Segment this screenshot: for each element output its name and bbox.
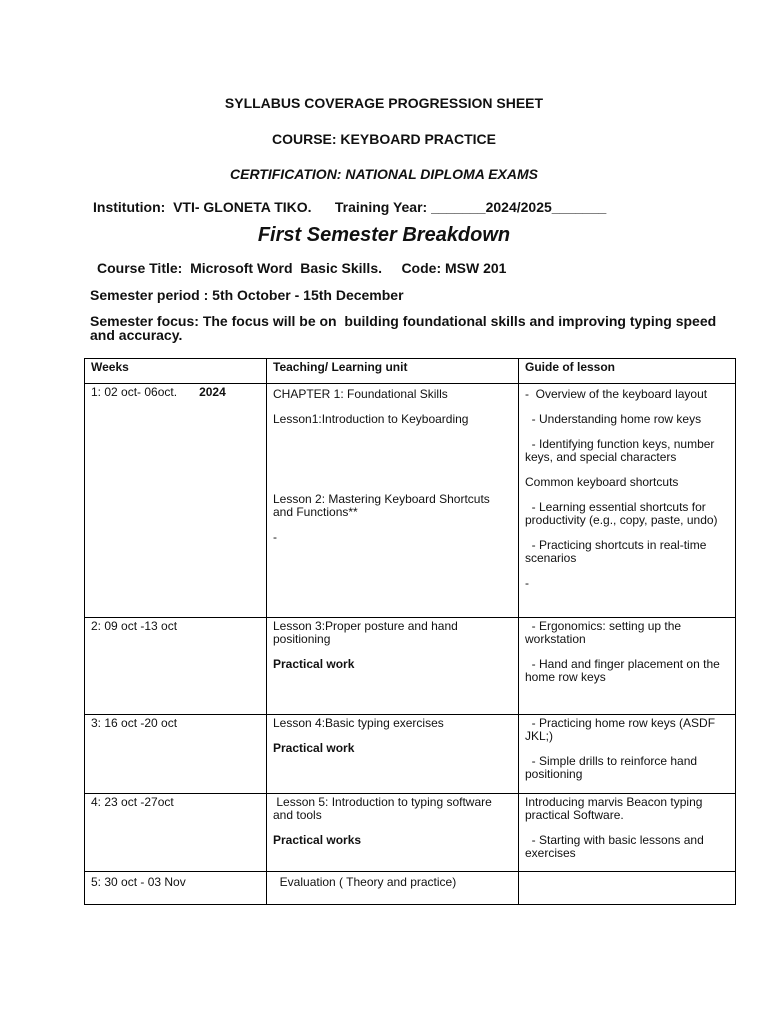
institution-line: Institution: VTI- GLONETA TIKO. Training Year: _______2024/2025_______ — [93, 199, 607, 215]
unit-line: Lesson1:Introduction to Keyboarding — [273, 412, 469, 426]
week-year: 2024 — [199, 385, 226, 399]
guide-line: - — [525, 576, 529, 590]
guide-line: - Hand and finger placement on the home row keys — [525, 657, 724, 684]
guide-cell — [519, 794, 736, 872]
week-cell — [85, 384, 267, 618]
unit-line: CHAPTER 1: Foundational Skills — [273, 387, 448, 401]
guide-line: - Starting with basic lessons and exercises — [525, 833, 708, 860]
guide-line: - Practicing shortcuts in real-time scenarios — [525, 538, 710, 565]
unit-line: - — [273, 530, 277, 544]
week-cell: 2: 09 oct -13 oct — [85, 618, 267, 715]
guide-line: Introducing marvis Beacon typing practical Software. — [525, 795, 706, 822]
guide-line: - Learning essential shortcuts for productivity (e.g., copy, paste, undo) — [525, 500, 718, 527]
week-cell: 4: 23 oct -27oct — [85, 794, 267, 872]
unit-line: Lesson 2: Mastering Keyboard Shortcuts and Functions** — [273, 492, 490, 519]
semester-focus-line-1: Semester focus: The focus will be on building foundational skills and improving typing speed — [90, 313, 717, 329]
guide-line: Common keyboard shortcuts — [525, 475, 679, 489]
week-cell: 5: 30 oct - 03 Nov — [85, 872, 267, 905]
semester-focus-line-2: and accuracy. — [90, 327, 183, 343]
progression-table — [84, 358, 736, 905]
document-title: SYLLABUS COVERAGE PROGRESSION SHEET — [224, 95, 544, 111]
semester-period-line: Semester period : 5th October - 15th December — [90, 287, 404, 303]
semester-heading: First Semester Breakdown — [257, 224, 511, 246]
unit-line: Practical work — [273, 657, 355, 671]
table-header-row — [85, 359, 736, 384]
guide-cell — [519, 715, 736, 794]
unit-cell — [267, 715, 519, 794]
course-heading: COURSE: KEYBOARD PRACTICE — [271, 131, 496, 147]
guide-cell — [519, 618, 736, 715]
guide-cell — [519, 872, 736, 905]
guide-cell — [519, 384, 736, 618]
unit-line: Practical works — [273, 833, 362, 847]
table-row — [85, 618, 736, 715]
unit-cell — [267, 384, 519, 618]
week-cell: 3: 16 oct -20 oct — [85, 715, 267, 794]
unit-line: Lesson 4:Basic typing exercises — [273, 716, 444, 730]
table-row — [85, 715, 736, 794]
week-label: 1: 02 oct- 06oct. — [91, 385, 178, 399]
guide-line: - Simple drills to reinforce hand positioning — [525, 754, 701, 781]
column-header-weeks: Weeks — [85, 359, 267, 384]
column-header-guide: Guide of lesson — [519, 359, 736, 384]
guide-line: - Ergonomics: setting up the workstation — [525, 619, 685, 646]
table-row — [85, 384, 736, 618]
guide-line: - Overview of the keyboard layout — [525, 387, 708, 401]
column-header-unit: Teaching/ Learning unit — [267, 359, 519, 384]
guide-line: - Understanding home row keys — [525, 412, 702, 426]
unit-cell: Evaluation ( Theory and practice) — [267, 872, 519, 905]
unit-line: Lesson 3:Proper posture and hand positioning — [273, 619, 458, 646]
unit-line: Lesson 5: Introduction to typing software and tools — [273, 795, 496, 822]
table-row — [85, 794, 736, 872]
certification-heading: CERTIFICATION: NATIONAL DIPLOMA EXAMS — [230, 166, 538, 182]
guide-line: - Identifying function keys, number keys, and special characters — [525, 437, 718, 464]
course-title-line: Course Title: Microsoft Word Basic Skills. Code: MSW 201 — [97, 260, 507, 276]
unit-line: Practical work — [273, 741, 355, 755]
unit-cell — [267, 794, 519, 872]
table-row — [85, 872, 736, 905]
guide-line: - Practicing home row keys (ASDF JKL;) — [525, 716, 719, 743]
unit-cell — [267, 618, 519, 715]
